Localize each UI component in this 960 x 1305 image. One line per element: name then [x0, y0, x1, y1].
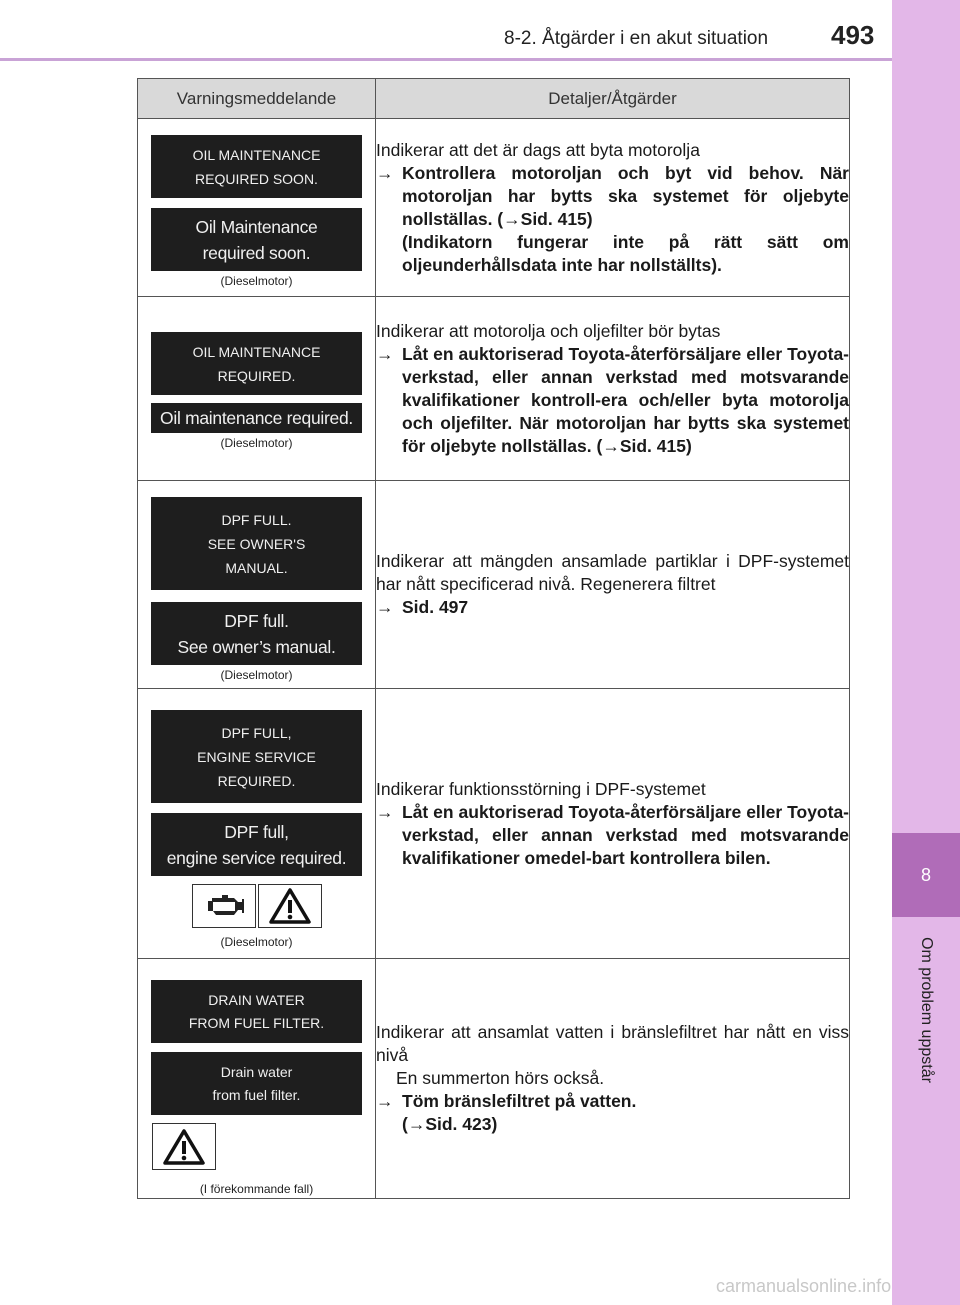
details-cell — [376, 959, 850, 1199]
table-row — [138, 689, 850, 959]
warning-icons — [138, 1123, 375, 1170]
chapter-title: Om problem uppstår — [918, 937, 935, 1083]
table-header-row — [138, 79, 850, 119]
column-header-details: Detaljer/Åtgärder — [376, 79, 850, 119]
column-header-message: Varningsmeddelande — [138, 79, 376, 119]
display-message-caps: OIL MAINTENANCE REQUIRED SOON. — [151, 135, 362, 198]
note-text: En summerton hörs också. — [396, 1068, 605, 1088]
message-cell — [138, 297, 376, 481]
display-message-mixed: DPF full, engine service required. — [151, 813, 362, 876]
action-text: → Låt en auktoriserad Toyota-återförsäljare eller Toyota-verkstad, eller annan verkstad med motsvarande kvalifikationer omedel-bart kontrollera bilen. — [376, 801, 849, 868]
message-cell — [138, 689, 376, 959]
indication-text: Indikerar att mängden ansamlade partiklar i DPF-systemet har nått specificerad nivå. Regenerera filtret — [376, 551, 849, 594]
table-row — [138, 481, 850, 689]
engine-warning-icon — [192, 884, 256, 928]
action-text: → Låt en auktoriserad Toyota-återförsäljare eller Toyota-verkstad, eller annan verkstad med motsvarande kvalifikationer kontroll-era och/eller byta motorolja och oljefilter. När motoroljan har bytts ska systemet för oljebyte nollställas. (→Sid. 415) — [376, 343, 849, 456]
warning-icons — [138, 884, 375, 928]
indication-text: Indikerar att ansamlat vatten i bränslefiltret har nått en viss nivå — [376, 1022, 849, 1065]
indication-text: Indikerar funktionsstörning i DPF-systemet — [376, 778, 706, 799]
caption: (Dieselmotor) — [220, 436, 293, 450]
warning-triangle-icon — [258, 884, 322, 928]
display-message-caps: DPF FULL. SEE OWNER'S MANUAL. — [151, 497, 362, 590]
side-tab — [892, 0, 960, 1305]
message-cell — [138, 959, 376, 1199]
caption: (Dieselmotor) — [220, 274, 293, 288]
action-text: → Sid. 497 — [376, 597, 469, 617]
action-text: → Kontrollera motoroljan och byt vid behov. När motoroljan har bytts ska systemet för oljebyte nollställas. (→Sid. 415) (Indikatorn fungerar inte på rätt sätt om oljeunderhållsdata inte har nollställts). — [376, 162, 849, 275]
display-message-mixed: Oil Maintenance required soon. — [151, 208, 362, 271]
caption: (Dieselmotor) — [220, 935, 293, 949]
message-cell — [138, 119, 376, 297]
display-message-mixed: Oil maintenance required. — [151, 403, 362, 433]
details-cell — [376, 297, 850, 481]
table-row — [138, 297, 850, 481]
display-message-mixed: DPF full. See owner’s manual. — [151, 602, 362, 665]
section-title: 8-2. Åtgärder i en akut situation — [504, 28, 769, 49]
warning-triangle-icon — [152, 1123, 216, 1170]
chapter-number: 8 — [892, 833, 960, 917]
display-message-caps: DRAIN WATER FROM FUEL FILTER. — [151, 980, 362, 1043]
action-text: → Töm bränslefiltret på vatten. (→Sid. 423) — [376, 1091, 637, 1134]
table-row — [138, 959, 850, 1199]
display-message-mixed: Drain water from fuel filter. — [151, 1052, 362, 1115]
caption: (I förekommande fall) — [199, 1182, 314, 1196]
page-number: 493 — [831, 20, 875, 50]
warning-table — [137, 78, 850, 1199]
header-rule — [0, 58, 892, 61]
display-message-caps: OIL MAINTENANCE REQUIRED. — [151, 332, 362, 395]
message-cell — [138, 481, 376, 689]
details-cell — [376, 689, 850, 959]
table-row — [138, 119, 850, 297]
display-message-caps: DPF FULL, ENGINE SERVICE REQUIRED. — [151, 710, 362, 803]
details-cell — [376, 119, 850, 297]
indication-text: Indikerar att det är dags att byta motorolja — [376, 139, 700, 160]
caption: (Dieselmotor) — [220, 668, 293, 682]
indication-text: Indikerar att motorolja och oljefilter bör bytas — [376, 320, 721, 341]
details-cell — [376, 481, 850, 689]
watermark: carmanualsonline.info — [716, 1276, 892, 1296]
